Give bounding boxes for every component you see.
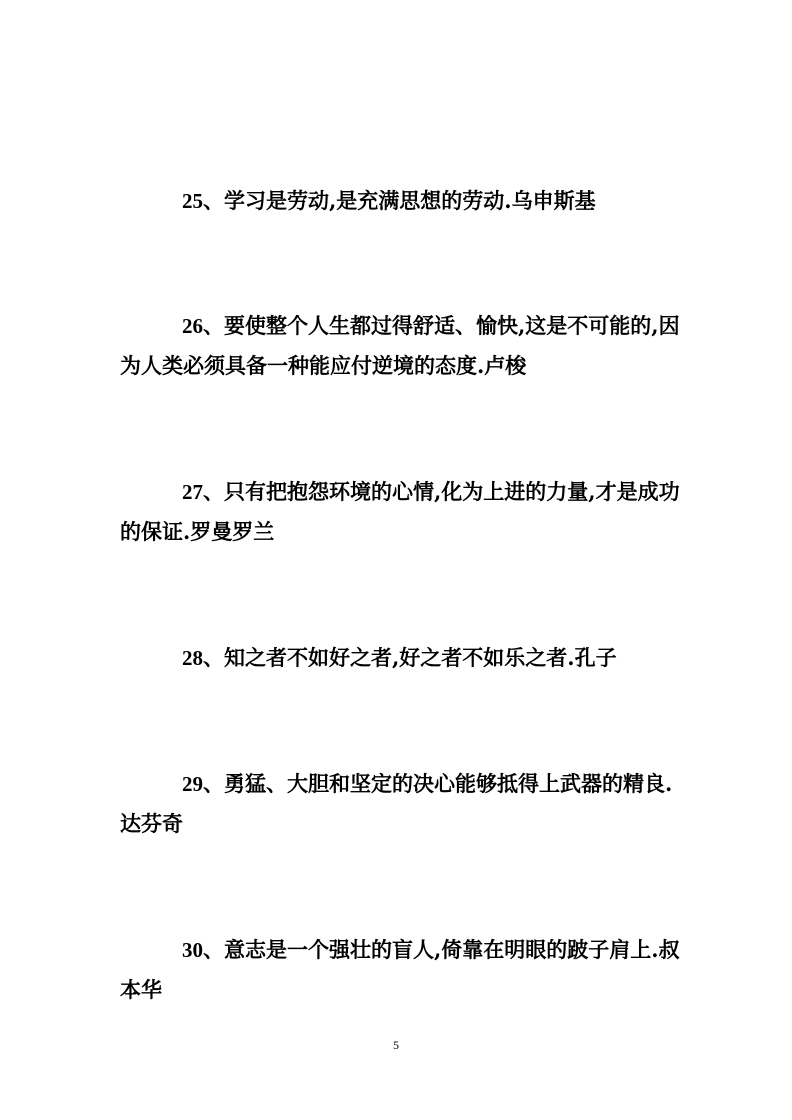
quote-text: 知之者不如好之者,好之者不如乐之者.孔子 — [224, 645, 617, 670]
quote-number: 26 — [182, 314, 203, 338]
quote-entry — [120, 638, 680, 678]
quote-entry — [120, 930, 680, 1010]
quote-entry — [120, 306, 680, 386]
quote-text: 意志是一个强壮的盲人,倚靠在明眼的跛子肩上.叔本华 — [120, 937, 680, 1002]
page-number: 5 — [393, 1038, 399, 1052]
quote-number: 27 — [182, 480, 203, 504]
quote-separator: 、 — [203, 479, 224, 504]
quote-number: 25 — [182, 189, 203, 213]
quote-text: 勇猛、大胆和坚定的决心能够抵得上武器的精良.达芬奇 — [120, 771, 673, 836]
quote-separator: 、 — [203, 313, 224, 338]
quote-number: 28 — [182, 646, 203, 670]
quote-text: 只有把抱怨环境的心情,化为上进的力量,才是成功的保证.罗曼罗兰 — [120, 479, 680, 544]
quote-separator: 、 — [203, 645, 224, 670]
quote-text: 学习是劳动,是充满思想的劳动.乌申斯基 — [224, 188, 596, 213]
quote-entry — [120, 764, 680, 844]
quote-separator: 、 — [203, 188, 224, 213]
quote-number: 30 — [182, 938, 203, 962]
quote-text: 要使整个人生都过得舒适、愉快,这是不可能的,因为人类必须具备一种能应付逆境的态度.卢梭 — [120, 313, 680, 378]
quote-entry — [120, 181, 680, 221]
quote-entry — [120, 472, 680, 552]
quote-number: 29 — [182, 772, 203, 796]
quote-separator: 、 — [203, 771, 224, 796]
quote-separator: 、 — [203, 937, 224, 962]
